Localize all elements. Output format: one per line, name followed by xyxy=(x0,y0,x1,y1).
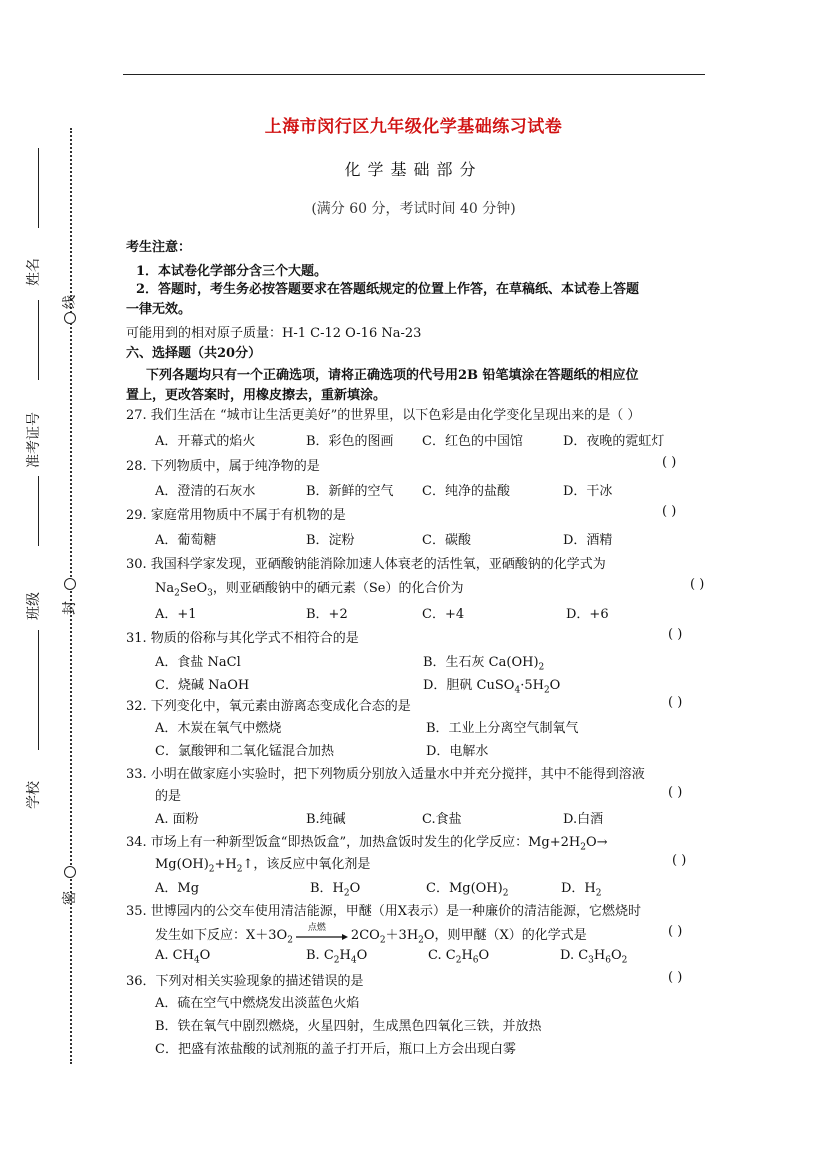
q33-option-d: D.白酒 xyxy=(563,812,604,827)
q32-answer-paren: ( ) xyxy=(668,695,683,710)
section-heading: 六、选择题（共20分） xyxy=(126,346,262,361)
seal-circle xyxy=(64,578,76,590)
binding-dotted-line xyxy=(70,128,72,1064)
q29-option-b: B．淀粉 xyxy=(306,533,355,548)
q35-stem-line2: 发生如下反应：$X+3O_2$ 点燃 $2CO_2+3H_2O$，则甲醚（X）的化学式是 xyxy=(155,922,587,946)
q34-stem-line2: $Mg(OH)_2+H_2↑$，该反应中氧化剂是 xyxy=(155,857,371,875)
q33-answer-paren: ( ) xyxy=(668,785,683,800)
q28-option-a: A．澄清的石灰水 xyxy=(155,484,256,499)
reaction-arrow: 点燃 xyxy=(296,929,348,943)
q27-option-d: D．夜晚的霓虹灯 xyxy=(563,434,665,449)
top-rule xyxy=(123,74,705,75)
line-circle xyxy=(64,312,76,324)
q34-option-a: A．Mg xyxy=(155,881,200,896)
exam-id-blank-line xyxy=(38,300,39,380)
q34-option-c: C．$Mg(OH)_2$ xyxy=(426,881,509,899)
q35-answer-paren: ( ) xyxy=(668,924,683,939)
q35-option-b: B. $C_2H_4O$ xyxy=(306,948,368,966)
q32-option-d: D．电解水 xyxy=(426,744,489,759)
atomic-mass-note: 可能用到的相对原子质量：H-1 C-12 O-16 Na-23 xyxy=(126,326,422,341)
q30-stem: 30. 我国科学家发现，亚硒酸钠能消除加速人体衰老的活性氧，亚硒酸钠的化学式为 xyxy=(126,557,606,572)
q30-option-b: B．+2 xyxy=(306,607,348,622)
q31-option-a: A．食盐 NaCl xyxy=(155,655,241,670)
q33-option-c: C.食盐 xyxy=(422,812,462,827)
q36-stem: 36．下列对相关实验现象的描述错误的是 xyxy=(126,974,364,989)
q36-option-b: B．铁在氧气中剧烈燃烧，火星四射，生成黑色四氧化三铁，并放热 xyxy=(155,1019,542,1034)
q31-stem: 31. 物质的俗称与其化学式不相符合的是 xyxy=(126,631,359,646)
section-instruction-2: 置上，更改答案时，用橡皮擦去，重新填涂。 xyxy=(126,388,387,403)
q30-option-a: A．+1 xyxy=(155,607,197,622)
q28-option-b: B．新鲜的空气 xyxy=(306,484,394,499)
q30-option-d: D．+6 xyxy=(566,607,609,622)
q32-option-a: A．木炭在氧气中燃烧 xyxy=(155,721,282,736)
exam-id-label: 准考证号 xyxy=(26,412,42,468)
q30-stem-line2: $Na_2SeO_3$，则亚硒酸钠中的硒元素（Se）的化合价为 xyxy=(155,581,464,599)
q27-option-a: A．开幕式的焰火 xyxy=(155,434,256,449)
secret-label: 密 xyxy=(62,891,78,905)
q28-answer-paren: ( ) xyxy=(662,455,677,470)
q34-option-d: D．$H_2$ xyxy=(561,881,602,899)
notice-item-2: 2．答题时，考生务必按答题要求在答题纸规定的位置上作答，在草稿纸、本试卷上答题 xyxy=(136,282,640,297)
q29-option-d: D．酒精 xyxy=(563,533,613,548)
class-label: 班级 xyxy=(26,592,42,620)
q33-option-a: A. 面粉 xyxy=(155,812,199,827)
q31-option-c: C．烧碱 NaOH xyxy=(155,678,250,693)
seal-label: 封 xyxy=(62,601,78,615)
school-label: 学校 xyxy=(26,781,42,809)
school-blank-line xyxy=(38,630,39,750)
q35-option-c: C. $C_2H_6O$ xyxy=(428,948,490,966)
q33-stem-line2: 的是 xyxy=(155,789,182,804)
q27-stem: 27. 我们生活在 “城市让生活更美好”的世界里，以下色彩是由化学变化呈现出来的是（ ） xyxy=(126,408,641,423)
q31-answer-paren: ( ) xyxy=(668,627,683,642)
q36-answer-paren: ( ) xyxy=(668,970,683,985)
q36-option-c: C．把盛有浓盐酸的试剂瓶的盖子打开后，瓶口上方会出现白雾 xyxy=(155,1042,516,1057)
q31-option-d: D．胆矾 $CuSO_4\cdot 5H_2O$ xyxy=(423,678,561,696)
q30-option-c: C．+4 xyxy=(422,607,465,622)
q34-answer-paren: ( ) xyxy=(672,853,687,868)
q32-stem: 32. 下列变化中，氧元素由游离态变成化合态的是 xyxy=(126,699,411,714)
q32-option-b: B．工业上分离空气制氧气 xyxy=(426,721,579,736)
line-label: 线 xyxy=(62,295,78,309)
q28-stem: 28. 下列物质中，属于纯净物的是 xyxy=(126,459,320,474)
q35-stem: 35. 世博园内的公交车使用清洁能源，甲醚（用X表示）是一种廉价的清洁能源，它燃烧时 xyxy=(126,904,642,919)
notice-item-1: 1．本试卷化学部分含三个大题。 xyxy=(136,264,328,279)
q28-option-c: C．纯净的盐酸 xyxy=(422,484,510,499)
q36-option-a: A．硫在空气中燃烧发出淡蓝色火焰 xyxy=(155,996,360,1011)
q29-option-c: C．碳酸 xyxy=(422,533,471,548)
q28-option-d: D．干冰 xyxy=(563,484,613,499)
q34-stem: 34. 市场上有一种新型饭盒“即热饭盒”，加热盒饭时发生的化学反应：$Mg+2H_2O\to$ xyxy=(126,835,608,853)
q33-option-b: B.纯碱 xyxy=(306,812,346,827)
notice-heading: 考生注意： xyxy=(126,240,192,255)
page-title: 上海市闵行区九年级化学基础练习试卷 xyxy=(264,117,563,137)
q35-option-d: D. $C_3H_6O_2$ xyxy=(560,948,628,966)
class-blank-line xyxy=(38,476,39,546)
q30-answer-paren: ( ) xyxy=(690,577,705,592)
q35-option-a: A. $CH_4O$ xyxy=(155,948,211,966)
q32-option-c: C．氯酸钾和二氧化锰混合加热 xyxy=(155,744,334,759)
q27-option-c: C．红色的中国馆 xyxy=(422,434,523,449)
page-subtitle: 化学基础部分 xyxy=(344,160,483,179)
exam-meta: (满分 60 分，考试时间 40 分钟) xyxy=(311,201,516,217)
name-label: 姓名 xyxy=(26,258,42,286)
q29-option-a: A．葡萄糖 xyxy=(155,533,217,548)
q29-stem: 29. 家庭常用物质中不属于有机物的是 xyxy=(126,508,346,523)
q27-option-b: B．彩色的图画 xyxy=(306,434,394,449)
q34-option-b: B．$H_2O$ xyxy=(310,881,361,899)
q29-answer-paren: ( ) xyxy=(662,504,677,519)
q33-stem: 33. 小明在做家庭小实验时，把下列物质分别放入适量水中并充分搅拌，其中不能得到溶液 xyxy=(126,767,645,782)
section-instruction-1: 下列各题均只有一个正确选项，请将正确选项的代号用2B 铅笔填涂在答题纸的相应位 xyxy=(146,368,639,383)
notice-item-2-cont: 一律无效。 xyxy=(126,302,192,317)
q31-option-b: B．生石灰 $Ca(OH)_2$ xyxy=(423,655,545,673)
secret-circle xyxy=(64,866,76,878)
